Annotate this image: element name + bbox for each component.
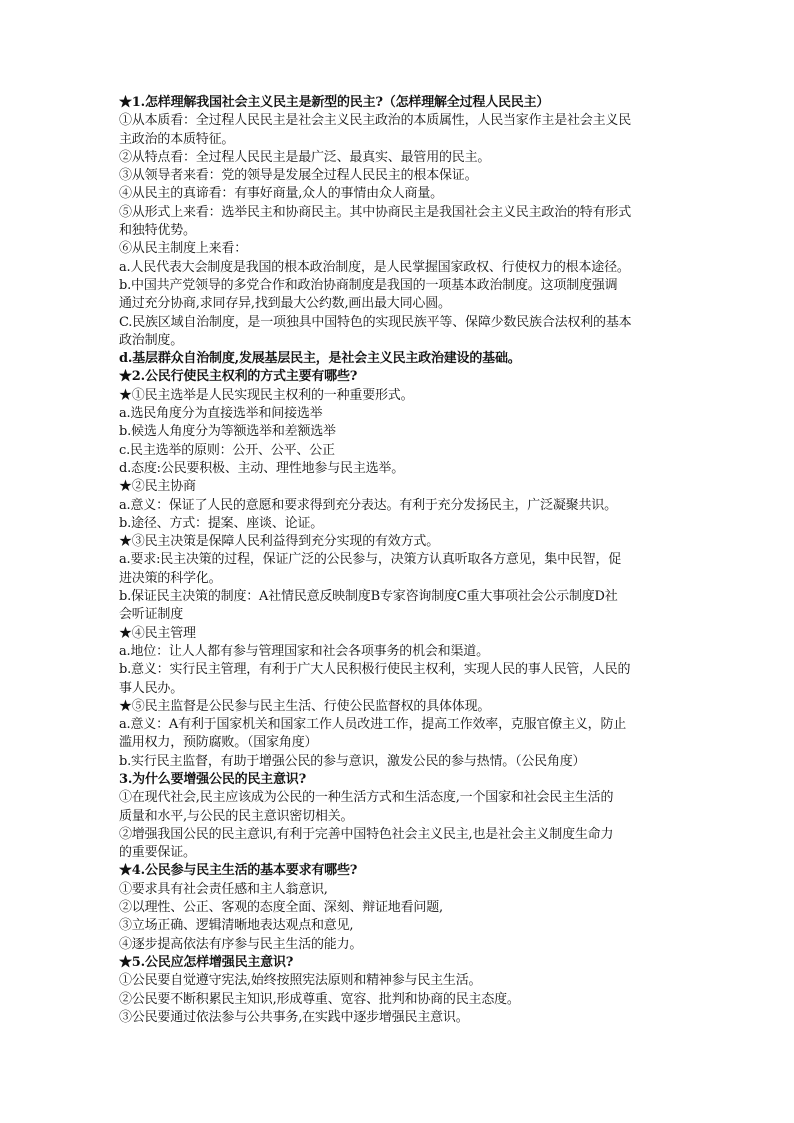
text-line: ③公民要通过依法参与公共事务,在实践中逐步增强民主意识。 bbox=[119, 1009, 469, 1025]
section-heading: ★5.公民应怎样增强民主意识? bbox=[119, 954, 294, 970]
text-line: 的重要保证。 bbox=[119, 845, 196, 861]
text-line: b.保证民主决策的制度：A社情民意反映制度B专家咨询制度C重大事项社会公示制度D社 bbox=[119, 589, 618, 605]
text-line: a.人民代表大会制度是我国的根本政治制度，是人民掌握国家政权、行使权力的根本途径。 bbox=[119, 259, 630, 275]
text-line: ②以理性、公正、客观的态度全面、深刻、辩证地看问题, bbox=[119, 900, 443, 916]
text-line: 会听证制度 bbox=[119, 607, 184, 623]
text-line: ⑥从民主制度上来看： bbox=[119, 241, 248, 257]
text-line: a.意义：保证了人民的意愿和要求得到充分表达。有利于充分发扬民主，广泛凝聚共识。 bbox=[119, 497, 617, 513]
text-line: ⑤从形式上来看：选举民主和协商民主。其中协商民主是我国社会主义民主政治的特有形式 bbox=[119, 204, 632, 220]
text-line: ★①民主选举是人民实现民主权利的一种重要形式。 bbox=[119, 387, 414, 403]
text-line: c.民主选举的原则：公开、公平、公正 bbox=[119, 442, 335, 458]
text-line: ★④民主管理 bbox=[119, 625, 196, 641]
text-line: 滥用权力，预防腐败。（国家角度） bbox=[119, 735, 318, 751]
section-heading: 3.为什么要增强公民的民主意识? bbox=[119, 771, 306, 787]
text-line: 事人民办。 bbox=[119, 680, 184, 696]
text-line: ★⑤民主监督是公民参与民主生活、行使公民监督权的具体体现。 bbox=[119, 698, 491, 714]
section-heading: ★1.怎样理解我国社会主义民主是新型的民主?（怎样理解全过程人民民主） bbox=[119, 95, 550, 110]
text-line: ④从民主的真谛看：有事好商量,众人的事情由众人商量。 bbox=[119, 186, 443, 202]
text-line: ②公民要不断积累民主知识,形成尊重、宽容、批判和协商的民主态度。 bbox=[119, 991, 520, 1007]
text-line: ③立场正确、逻辑清晰地表达观点和意见, bbox=[119, 918, 354, 934]
text-line: d.态度:公民要积极、主动、理性地参与民主选举。 bbox=[119, 460, 405, 476]
text-line: b.途径、方式：提案、座谈、论证。 bbox=[119, 515, 324, 531]
text-line: ①要求具有社会责任感和主人翁意识, bbox=[119, 881, 328, 897]
text-line: 进决策的科学化。 bbox=[119, 570, 222, 586]
text-line: a.要求:民主决策的过程，保证广泛的公民参与，决策方认真听取各方意见，集中民智，促 bbox=[119, 552, 622, 568]
text-line: a.地位：让人人都有参与管理国家和社会各项事务的机会和渠道。 bbox=[119, 643, 489, 659]
text-line: ②从特点看：全过程人民民主是最广泛、最真实、最管用的民主。 bbox=[119, 149, 491, 165]
text-line: ★③民主决策是保障人民利益得到充分实现的有效方式。 bbox=[119, 534, 440, 550]
text-line: ①在现代社会,民主应该成为公民的一种生活方式和生活态度,一个国家和社会民主生活的 bbox=[119, 790, 614, 806]
text-line: 通过充分协商,求同存异,找到最大公约数,画出最大同心圆。 bbox=[119, 296, 451, 312]
text-line: b.候选人角度分为等额选举和差额选举 bbox=[119, 424, 336, 440]
text-line: C.民族区域自治制度，是一项独具中国特色的实现民族平等、保障少数民族合法权利的基本 bbox=[119, 314, 632, 330]
section-heading: ★4.公民参与民主生活的基本要求有哪些? bbox=[119, 863, 358, 879]
text-line: ④逐步提高依法有序参与民主生活的能力。 bbox=[119, 936, 363, 952]
text-line: 质量和水平,与公民的民主意识密切相关。 bbox=[119, 808, 354, 824]
text-line: 和独特优势。 bbox=[119, 223, 196, 239]
section-heading: d.基层群众自治制度,发展基层民主，是社会主义民主政治建设的基础。 bbox=[119, 351, 521, 367]
section-heading: ★2.公民行使民主权利的方式主要有哪些? bbox=[119, 369, 358, 385]
text-line: a.选民角度分为直接选举和间接选举 bbox=[119, 406, 323, 422]
text-line: 政治制度。 bbox=[119, 332, 184, 348]
document-body bbox=[119, 94, 679, 1027]
text-line: b.中国共产党领导的多党合作和政治协商制度是我国的一项基本政治制度。这项制度强调 bbox=[119, 277, 618, 293]
text-line: ★②民主协商 bbox=[119, 479, 196, 495]
text-line: 主政治的本质特征。 bbox=[119, 131, 235, 147]
text-line: ①公民要自觉遵守宪法,始终按照宪法原则和精神参与民主生活。 bbox=[119, 973, 482, 989]
text-line: b.实行民主监督，有助于增强公民的参与意识，激发公民的参与热情。（公民角度） bbox=[119, 753, 586, 769]
text-line: ③从领导者来看：党的领导是发展全过程人民民主的根本保证。 bbox=[119, 168, 478, 184]
text-line: ①从本质看：全过程人民民主是社会主义民主政治的本质属性，人民当家作主是社会主义民 bbox=[119, 113, 632, 129]
text-line: ②增强我国公民的民主意识,有利于完善中国特色社会主义民主,也是社会主义制度生命力 bbox=[119, 826, 614, 842]
text-line: a.意义：A有利于国家机关和国家工作人员改进工作，提高工作效率，克服官僚主义，防止 bbox=[119, 717, 627, 733]
text-line: b.意义：实行民主管理，有利于广大人民积极行使民主权利，实现人民的事人民管，人民的 bbox=[119, 662, 631, 678]
